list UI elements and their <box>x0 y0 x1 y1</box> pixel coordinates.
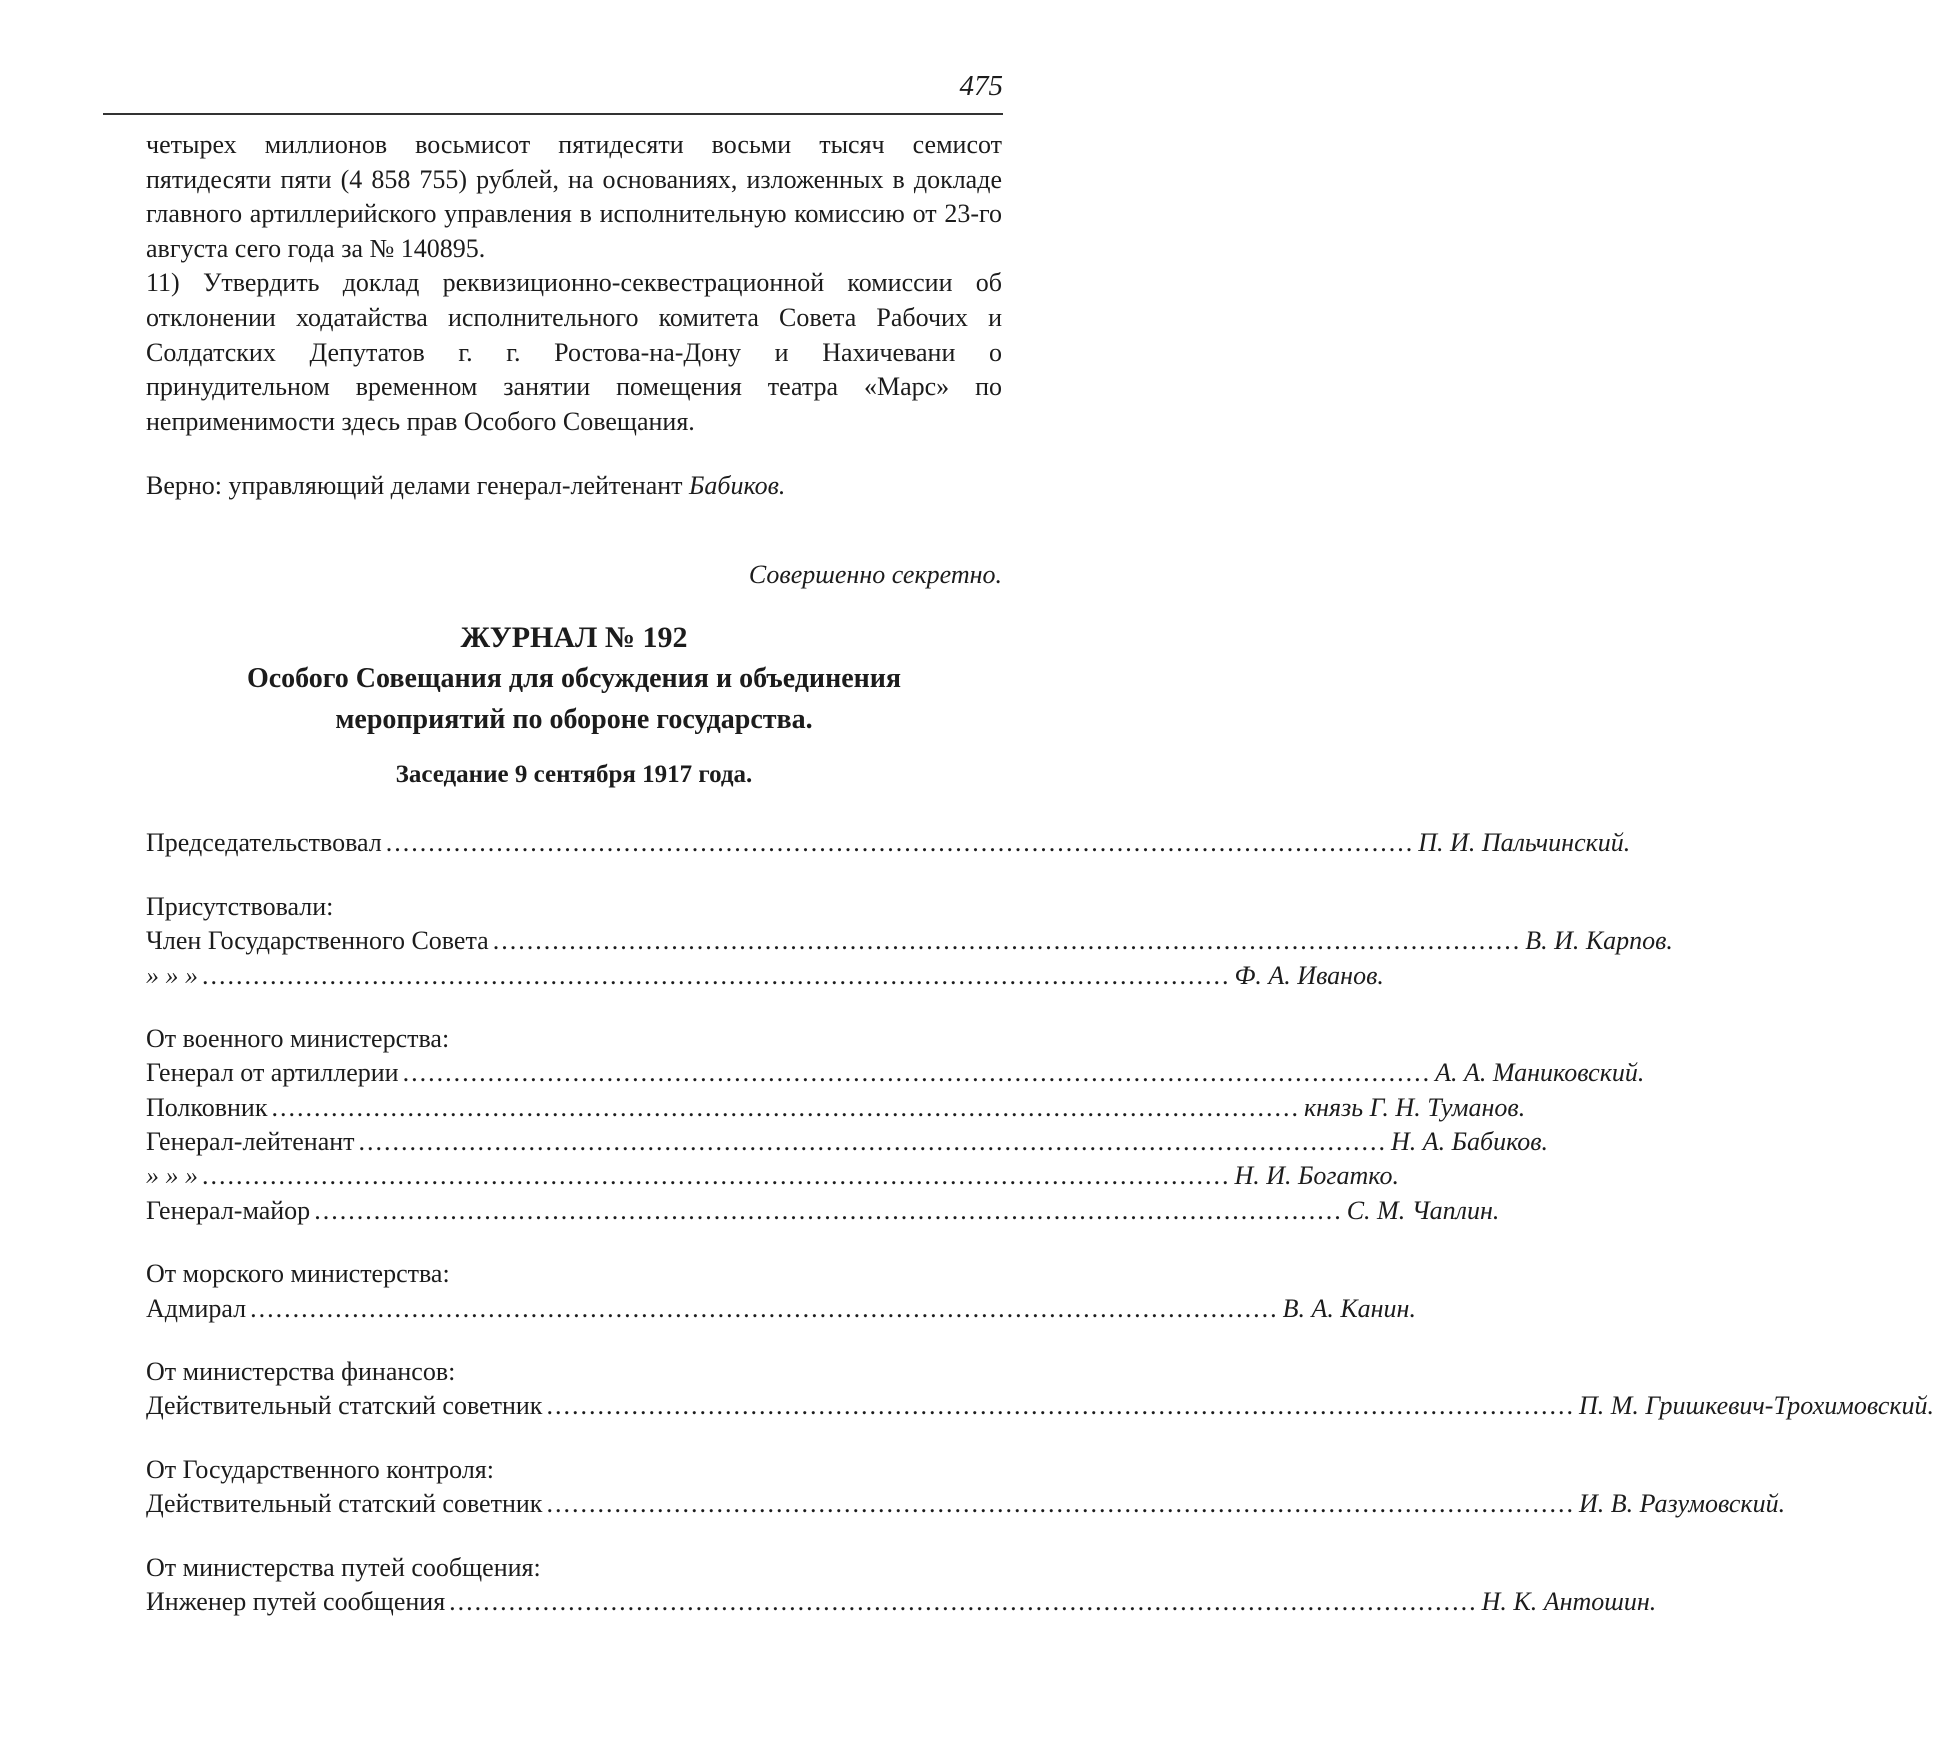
roster-name: А. А. Маниковский. <box>1435 1058 1645 1088</box>
roster-row <box>146 1292 1416 1326</box>
roster-row <box>146 1389 1934 1423</box>
dot-leader: ......................................................................................................................... <box>546 1489 1575 1519</box>
roster-row <box>146 924 1673 958</box>
roster-label: Инженер путей сообщения <box>146 1586 446 1616</box>
header-rule <box>103 113 1003 115</box>
roster-label: Член Государственного Совета <box>146 926 489 956</box>
roster-label: Генерал-лейтенант <box>146 1127 355 1157</box>
roster-name: Ф. А. Иванов. <box>1234 960 1384 990</box>
dot-leader: ......................................................................................................................... <box>449 1586 1478 1616</box>
roster-header-navy: От морского министерства: <box>146 1259 450 1289</box>
roster-name: С. М. Чаплин. <box>1346 1195 1500 1225</box>
attendance-roster <box>146 826 1934 1619</box>
dot-leader: ......................................................................................................................... <box>202 1161 1231 1191</box>
roster-header-control: От Государственного контроля: <box>146 1454 494 1484</box>
roster-row <box>146 1159 1399 1193</box>
roster-name: П. И. Пальчинский. <box>1418 828 1631 858</box>
roster-row-chair <box>146 826 1631 860</box>
signature-line <box>146 469 1002 503</box>
document-body <box>146 128 1934 1619</box>
journal-subtitle-line1: Особого Совещания для обсуждения и объединения <box>246 663 902 695</box>
signature-prefix: Верно: управляющий делами генерал-лейтенант <box>146 471 690 501</box>
page-number: 475 <box>959 70 1003 102</box>
dot-leader: ......................................................................................................................... <box>385 828 1415 858</box>
paragraph-item-11-text: 11) Утвердить доклад реквизиционно-секвестрационной комиссии об отклонении ходатайства исполнительного комитета Совета Рабочих и Солдатских Депутатов г. г. Ростова-на-Дону и Нахичевани о принудительном временном занятии помещения театра «Марс» по неприменимости здесь прав Особого Совещания. <box>146 268 1002 436</box>
roster-label: Генерал от артиллерии <box>146 1058 399 1088</box>
roster-label: Адмирал <box>146 1293 247 1323</box>
dot-leader: ......................................................................................................................... <box>202 960 1231 990</box>
roster-label: » » » <box>146 1161 198 1191</box>
dot-leader: ......................................................................................................................... <box>358 1127 1388 1157</box>
roster-name: И. В. Разумовский. <box>1578 1489 1786 1519</box>
journal-title: ЖУРНАЛ № 192 <box>460 621 688 655</box>
roster-row <box>146 1194 1500 1228</box>
roster-label: Действительный статский советник <box>146 1489 543 1519</box>
session-date: Заседание 9 сентября 1917 года. <box>395 761 753 789</box>
roster-label: Полковник <box>146 1092 268 1122</box>
roster-label: Действительный статский советник <box>146 1391 543 1421</box>
roster-label: Председательствовал <box>146 828 382 858</box>
paragraph-continuation: четырех миллионов восьмисот пятидесяти восьми тысяч семисот пятидесяти пяти (4 858 755) рублей, на основаниях, изложенных в докладе главного артиллерийского управления в исполнительную комиссию от 23-го августа сего года за № 140895. <box>146 130 1002 263</box>
roster-name: князь Г. Н. Туманов. <box>1303 1092 1526 1122</box>
roster-name: Н. К. Антошин. <box>1481 1586 1657 1616</box>
roster-name: В. А. Канин. <box>1282 1293 1416 1323</box>
roster-row <box>146 959 1384 993</box>
signature-name: Бабиков. <box>689 471 786 501</box>
roster-header-transport: От министерства путей сообщения: <box>146 1552 541 1582</box>
roster-label: Генерал-майор <box>146 1195 311 1225</box>
roster-row <box>146 1487 1786 1521</box>
dot-leader: ......................................................................................................................... <box>271 1092 1300 1122</box>
paragraph-item-11 <box>146 266 1002 439</box>
roster-row <box>146 1091 1526 1125</box>
dot-leader: ......................................................................................................................... <box>402 1058 1432 1088</box>
roster-name: П. М. Гришкевич-Трохимовский. <box>1578 1391 1934 1421</box>
roster-name: Н. А. Бабиков. <box>1391 1127 1549 1157</box>
roster-name: В. И. Карпов. <box>1525 926 1673 956</box>
dot-leader: ......................................................................................................................... <box>492 926 1522 956</box>
roster-row <box>146 1056 1645 1090</box>
roster-header-war: От военного министерства: <box>146 1023 450 1053</box>
roster-name: Н. И. Богатко. <box>1234 1161 1399 1191</box>
roster-row <box>146 1125 1549 1159</box>
roster-header-finance: От министерства финансов: <box>146 1357 456 1387</box>
roster-label: » » » <box>146 960 198 990</box>
journal-subtitle-line2: мероприятий по обороне государства. <box>335 704 813 736</box>
dot-leader: ......................................................................................................................... <box>250 1293 1279 1323</box>
dot-leader: ......................................................................................................................... <box>546 1391 1575 1421</box>
dot-leader: ......................................................................................................................... <box>314 1195 1343 1225</box>
roster-header-present: Присутствовали: <box>146 891 334 921</box>
secrecy-stamp: Совершенно секретно. <box>748 560 1002 590</box>
roster-row <box>146 1585 1657 1619</box>
